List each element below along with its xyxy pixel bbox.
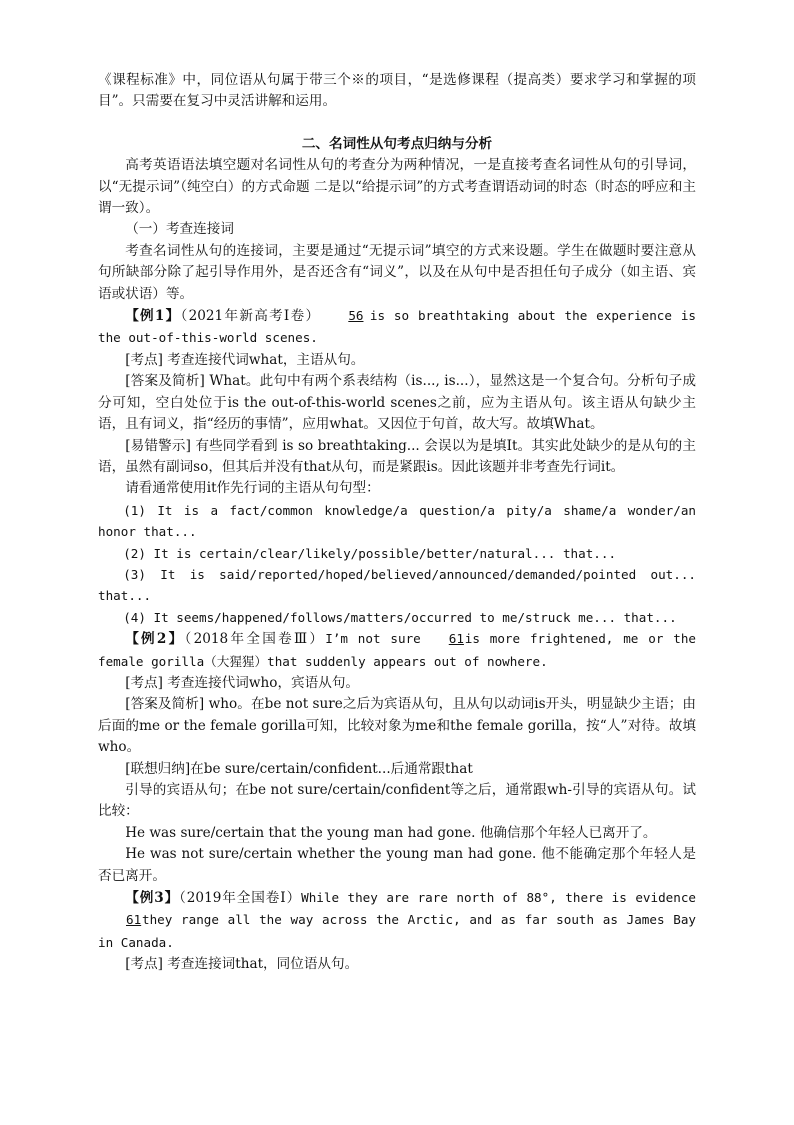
example1-tag: 【例1】 (125, 308, 181, 325)
example2-sentence-before: I’m not sure (325, 631, 421, 647)
example2-source: （2018年全国卷Ⅲ） (184, 631, 326, 648)
pattern-item: (4) It seems/happened/follows/matters/occurred to me/struck me... that... (123, 609, 677, 625)
example2-sentence: is more frightened, me or the female gorilla（大猩猩）that suddenly appears out of nowhere. (98, 631, 696, 669)
example1-blank: 56 (348, 308, 364, 324)
example1-question (98, 305, 696, 350)
example1-answer: [答案及简析] What。此句中有两个系表结构（is..., is...），显然这是一个复合句。分析句子成分可知，空白处位于is the out-of-this-world scenes之前，应为主语从句。该主语从句缺少主语，且有词义，指“经历的事情”，应用what。又因位于句首，故大写。故填What。 (98, 373, 696, 433)
example3-blank: 61 (126, 912, 142, 928)
example3-sentence: they range all the way across the Arctic, and as far south as James Bay in Canada. (98, 912, 696, 950)
example2-link: [联想归纳]在be sure/certain/confident...后通常跟that (125, 760, 473, 777)
subsection-title: （一）考查连接词 (125, 221, 234, 238)
example2-answer: [答案及简析] who。在be not sure之后为宾语从句，且从句以动词is开头，明显缺少主语；由后面的me or the female gorilla可知，比较对象为me和the female gorilla，按“人”对待。故填who。 (98, 696, 696, 756)
example2-blank: 61 (448, 631, 464, 647)
example3-tag: 【例3】 (125, 890, 180, 907)
example3-question (98, 887, 696, 954)
document-body (98, 70, 696, 976)
pattern-item: (1) It is a fact/common knowledge/a question/a pity/a shame/a wonder/an honor that... (98, 502, 696, 540)
example2-tag: 【例2】 (125, 631, 185, 648)
example2-question (98, 628, 696, 673)
example1-point: [考点] 考查连接代词what，主语从句。 (125, 351, 365, 368)
example3-source: （2019年全国卷Ⅰ） (179, 890, 302, 907)
example1-note: 请看通常使用it作先行词的主语从句句型： (125, 480, 380, 497)
example2-point: [考点] 考查连接代词who，宾语从句。 (125, 674, 360, 691)
example1-warning: [易错警示] 有些同学看到 is so breathtaking... 会误以为是填It。其实此处缺少的是从句的主语，虽然有副词so，但其后并没有that从句，而是紧跟is。因此该题并非考查先行词it。 (98, 437, 696, 475)
example2-link-cont: 引导的宾语从句；在be not sure/certain/confident等之后，通常跟wh-引导的宾语从句。试比较： (98, 782, 696, 820)
example3-point: [考点] 考查连接词that，同位语从句。 (125, 956, 359, 973)
pattern-item: (3) It is said/reported/hoped/believed/announced/demanded/pointed out... that... (98, 566, 696, 604)
example1-sentence: is so breathtaking about the experience is the out-of-this-world scenes. (98, 308, 696, 346)
example2-compare2: He was not sure/certain whether the young man had gone. 他不能确定那个年轻人是否已离开。 (98, 846, 696, 884)
intro-paragraph: 《课程标准》中，同位语从句属于带三个※的项目，“是选修课程（提高类）要求学习和掌握的项目”。只需要在复习中灵活讲解和运用。 (98, 72, 696, 110)
example3-sentence-before: While they are rare north of 88°, there is evidence (301, 890, 696, 906)
example2-compare1: He was sure/certain that the young man had gone. 他确信那个年轻人已离开了。 (125, 824, 657, 841)
section-title: 二、名词性从句考点归纳与分析 (301, 135, 493, 152)
pattern-item: (2) It is certain/clear/likely/possible/better/natural... that... (123, 545, 617, 561)
section-intro: 高考英语语法填空题对名词性从句的考查分为两种情况，一是直接考查名词性从句的引导词，以“无提示词”（纯空白）的方式命题 二是以“给提示词”的方式考查谓语动词的时态（时态的呼应和主谓一致）。 (98, 157, 696, 217)
subsection-intro: 考查名词性从句的连接词，主要是通过“无提示词”填空的方式来设题。学生在做题时要注意从句所缺部分除了起引导作用外，是否还含有“词义”，以及在从句中是否担任句子成分（如主语、宾语或状语）等。 (98, 242, 696, 302)
example1-source: （2021年新高考Ⅰ卷） (180, 308, 321, 325)
